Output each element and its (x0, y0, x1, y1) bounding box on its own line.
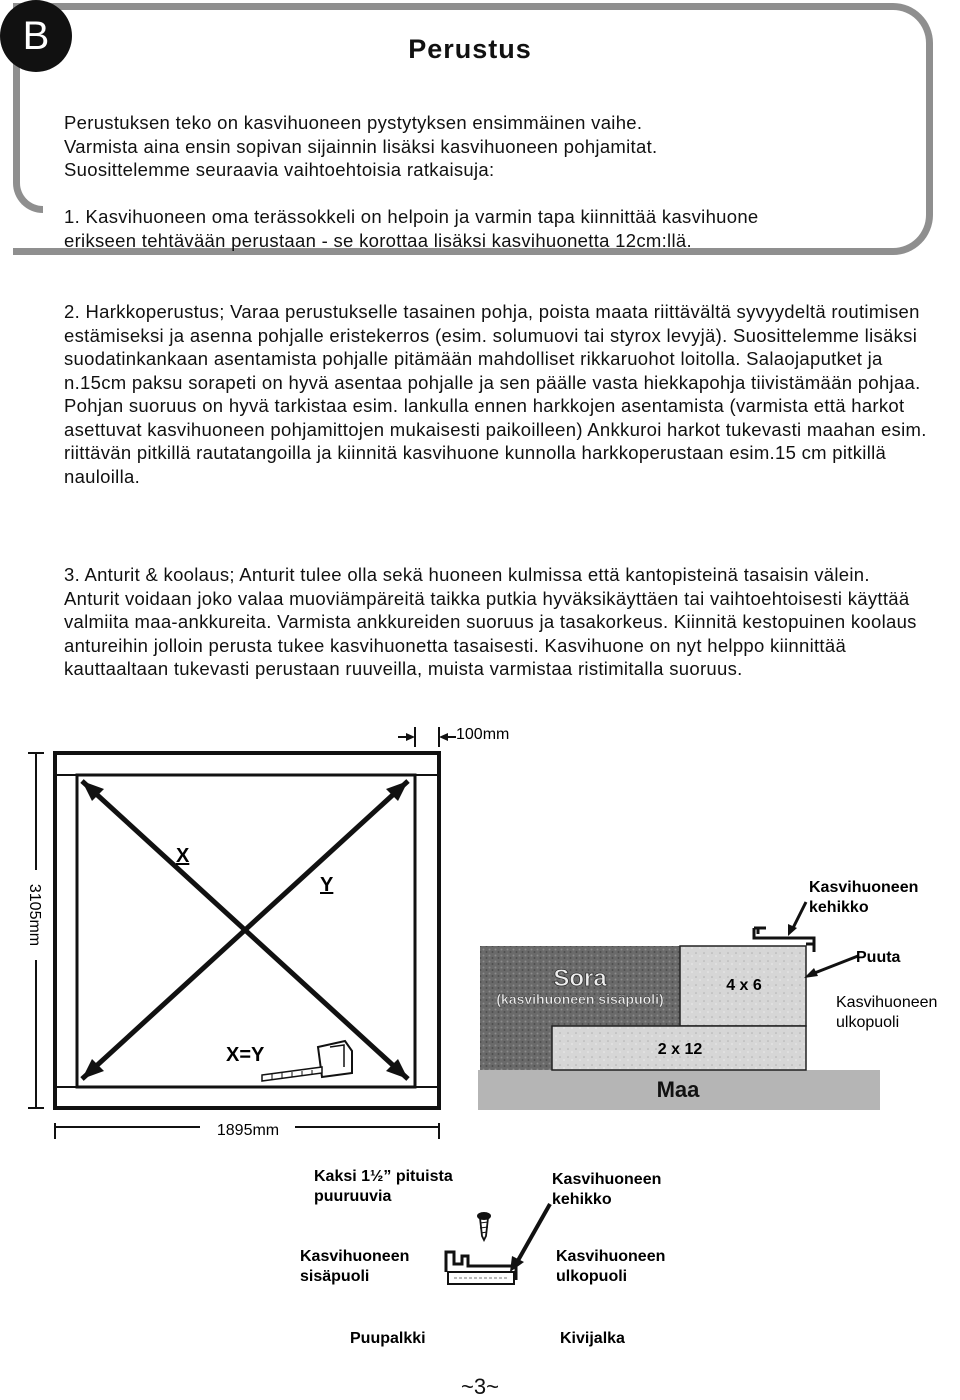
detail-outside-line-1: Kasvihuoneen (556, 1248, 666, 1265)
width-dimension: 1895mm (216, 1122, 280, 1139)
beam-label: Puupalkki (350, 1330, 426, 1347)
section-3-text (64, 563, 924, 681)
detail-diagram (290, 1160, 710, 1360)
frame-label-line-1: Kasvihuoneen (809, 879, 919, 896)
cross-section-diagram (470, 870, 960, 1140)
stone-footing-label: Kivijalka (560, 1330, 625, 1347)
screws-label-line-1: Kaksi 1½” pituista (314, 1168, 453, 1185)
screws-label-line-2: puuruuvia (314, 1188, 392, 1205)
page-number: ~3~ (461, 1374, 499, 1399)
section-3-paragraph: 3. Anturit & koolaus; Anturit tulee olla sekä huoneen kulmissa että kantopisteinä tasaisin välein. Anturit voidaan joko valaa muoviämpäreitä taikka putkia hyväksikäyttäen tai vaihtoehtoisesti käyttää valmiita maa-ankkureita. Varmista ankkureiden suoruus ja tasakorkeus. Kiinnitä kestopuinen koolaus antureihin jolloin perusta tukee kasvihuonetta tasaisesti. Kasvihuone on nyt helppo kiinnittää kauttaaltaan tukevasti perustaan ruuveilla, muista varmistaa ristimitalla suoruus. (64, 564, 917, 679)
detail-inside-line-2: sisäpuoli (300, 1268, 370, 1285)
page-title: Perustus (408, 34, 532, 64)
outside-label-line-2: ulkopuoli (836, 1014, 900, 1031)
gravel-sublabel: (kasvihuoneen sisäpuoli) (496, 991, 664, 1007)
gravel-label: Sora (553, 965, 607, 992)
detail-outside-line-2: ulkopuoli (556, 1268, 628, 1285)
outside-label-line-1: Kasvihuoneen (836, 994, 938, 1011)
screw-icon (477, 1212, 491, 1240)
label-y: Y (320, 874, 334, 896)
section-1-paragraph: 1. Kasvihuoneen oma terässokkeli on helpoin ja varmin tapa kiinnittää kasvihuone erikseen tehtävään perustaan - se korottaa lisäksi kasvihuonetta 12cm:llä. (64, 206, 759, 251)
detail-frame-line-1: Kasvihuoneen (552, 1171, 662, 1188)
section-1-text (64, 205, 824, 252)
intro-line-2: Varmista aina ensin sopivan sijainnin lisäksi kasvihuoneen pohjamitat. (64, 135, 658, 157)
wood-label: Puuta (856, 949, 901, 966)
height-dimension: 3105mm (26, 883, 43, 947)
intro-line-1: Perustuksen teko on kasvihuoneen pystytyksen ensimmäinen vaihe. (64, 112, 643, 133)
tape-measure-icon (262, 1041, 352, 1081)
section-badge: B (0, 0, 72, 72)
frame-width-dimension: 100mm (456, 726, 510, 743)
frame-label-line-2: kehikko (809, 899, 869, 916)
intro-line-3: Suosittelemme seuraavia vaihtoehtoisia ratkaisuja: (64, 159, 495, 180)
detail-inside-line-1: Kasvihuoneen (300, 1248, 410, 1265)
timber-4x6-label: 4 x 6 (726, 977, 762, 994)
timber-2x12-label: 2 x 12 (657, 1041, 703, 1058)
label-x-equals-y: X=Y (226, 1044, 265, 1066)
section-2-paragraph: 2. Harkkoperustus; Varaa perustukselle tasainen pohja, poista maata riittävältä syvyydeltä routimisen estämiseksi ja asenna pohjalle eristekerros (esim. solumuovi tai styrox levyjä). Suosittelemme lisäksi suodatinkankaan asentamista pohjalle pitämään mahdolliset rikkaruohot loitolla. Salaojaputket ja n.15cm paksu sorapeti on hyvä asentaa pohjalle ja sen päälle vasta hiekkapohja tiivistämään pohjaa. Pohjan suoruus on hyvä tarkistaa esim. lankulla ennen harkkojen asentamista (varmista että harkot asettuvat kasvihuoneen pohjamittojen mukaisesti paikoilleen) Ankkuroi harkot tukevasti maahan esim. riittävän pitkillä rautatangoilla ja kiinnitä kasvihuone kunnolla harkkoperustaan esim.15 cm pitkillä nauloilla. (64, 301, 927, 487)
section-2-text (64, 300, 934, 488)
ground-label: Maa (656, 1077, 700, 1102)
plan-diagram (0, 715, 510, 1145)
detail-frame-line-2: kehikko (552, 1191, 612, 1208)
intro-text (64, 111, 924, 182)
label-x: X (176, 845, 190, 867)
